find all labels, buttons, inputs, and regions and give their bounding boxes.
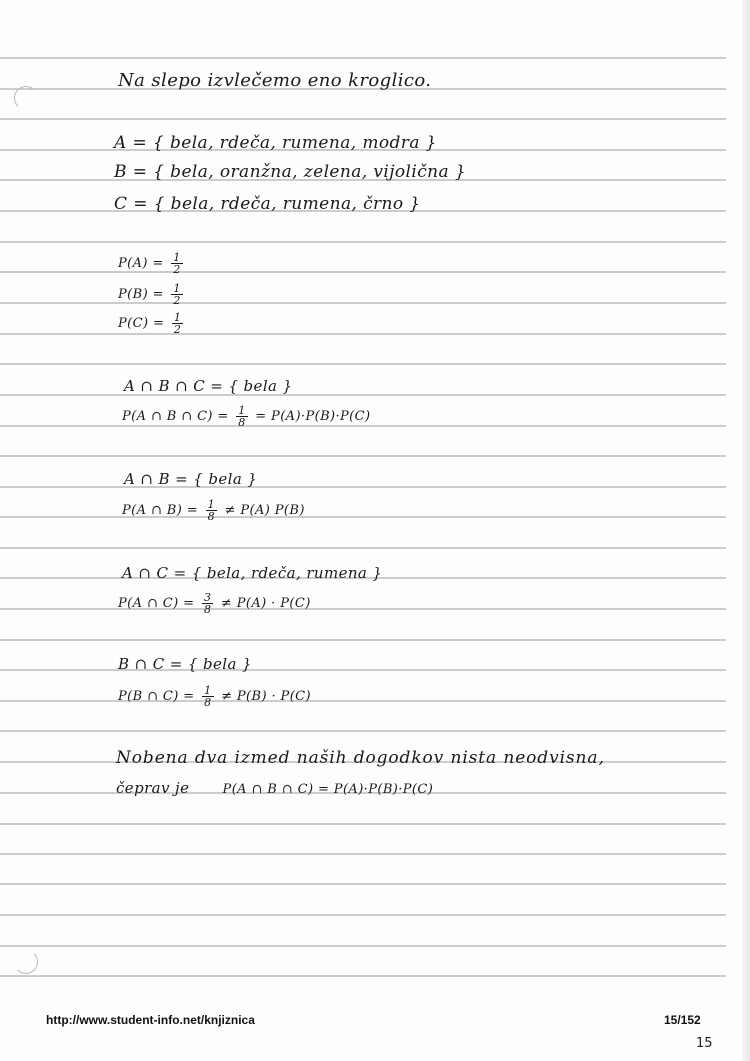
prob-a-den: 2 — [173, 263, 181, 276]
prob-c-fraction — [172, 312, 183, 335]
prob-c-lhs: P(C) = — [118, 316, 165, 331]
ac-prob — [118, 592, 311, 615]
set-c: C = { bela, rdeča, rumena, črno } — [114, 194, 421, 214]
abc-prob — [122, 405, 370, 428]
ab-fraction — [206, 499, 217, 522]
ab-num: 1 — [207, 498, 215, 511]
prob-a-fraction — [171, 252, 182, 275]
footer-url: http://www.student-info.net/knjiznica — [46, 1013, 255, 1027]
conclusion-line1: Nobena dva izmed naših dogodkov nista neodvisna, — [116, 748, 605, 768]
bc-set: B ∩ C = { bela } — [118, 655, 252, 673]
prob-a-num: 1 — [173, 251, 181, 264]
handwritten-page-number: 15 — [696, 1036, 713, 1051]
abc-fraction — [236, 405, 247, 428]
page-edge-shadow — [742, 0, 750, 1061]
bc-den: 8 — [204, 696, 212, 709]
prob-b-fraction — [171, 283, 182, 306]
footer-page-number: 15/152 — [664, 1013, 701, 1027]
ac-rhs: ≠ P(A) · P(C) — [220, 596, 311, 611]
prob-c — [118, 312, 186, 335]
ab-lhs: P(A ∩ B) = — [122, 503, 199, 518]
abc-den: 8 — [238, 416, 246, 429]
ab-den: 8 — [207, 510, 215, 523]
ab-prob — [122, 499, 305, 522]
ac-num: 3 — [203, 591, 212, 604]
bc-num: 1 — [204, 684, 212, 697]
ac-set: A ∩ C = { bela, rdeča, rumena } — [122, 564, 383, 582]
bc-fraction — [202, 685, 213, 708]
prob-a — [118, 252, 186, 275]
abc-rhs: = P(A)·P(B)·P(C) — [255, 409, 371, 424]
ac-lhs: P(A ∩ C) = — [118, 596, 195, 611]
ac-fraction — [202, 592, 213, 615]
intro-text: Na slepo izvlečemo eno kroglico. — [118, 70, 432, 91]
ac-den: 8 — [203, 603, 212, 616]
conclusion-formula: P(A ∩ B ∩ C) = P(A)·P(B)·P(C) — [222, 782, 434, 797]
prob-c-num: 1 — [173, 311, 182, 324]
conclusion-word: čeprav je — [116, 779, 190, 797]
abc-lhs: P(A ∩ B ∩ C) = — [122, 409, 229, 424]
ab-set: A ∩ B = { bela } — [124, 470, 258, 488]
set-b: B = { bela, oranžna, zelena, vijolična } — [114, 162, 467, 182]
prob-b — [118, 283, 186, 306]
prob-b-num: 1 — [173, 282, 181, 295]
prob-b-lhs: P(B) = — [118, 287, 164, 302]
set-a: A = { bela, rdeča, rumena, modra } — [114, 133, 437, 153]
bc-prob — [118, 685, 311, 708]
prob-c-den: 2 — [173, 323, 182, 336]
abc-set: A ∩ B ∩ C = { bela } — [124, 377, 293, 395]
bc-lhs: P(B ∩ C) = — [118, 689, 195, 704]
abc-num: 1 — [238, 404, 246, 417]
prob-a-lhs: P(A) = — [118, 256, 164, 271]
ab-rhs: ≠ P(A) P(B) — [224, 503, 305, 518]
prob-b-den: 2 — [173, 294, 181, 307]
conclusion-line2 — [116, 779, 433, 797]
punch-hole-top — [14, 86, 38, 110]
bc-rhs: ≠ P(B) · P(C) — [221, 689, 311, 704]
punch-hole-bottom — [14, 950, 38, 974]
